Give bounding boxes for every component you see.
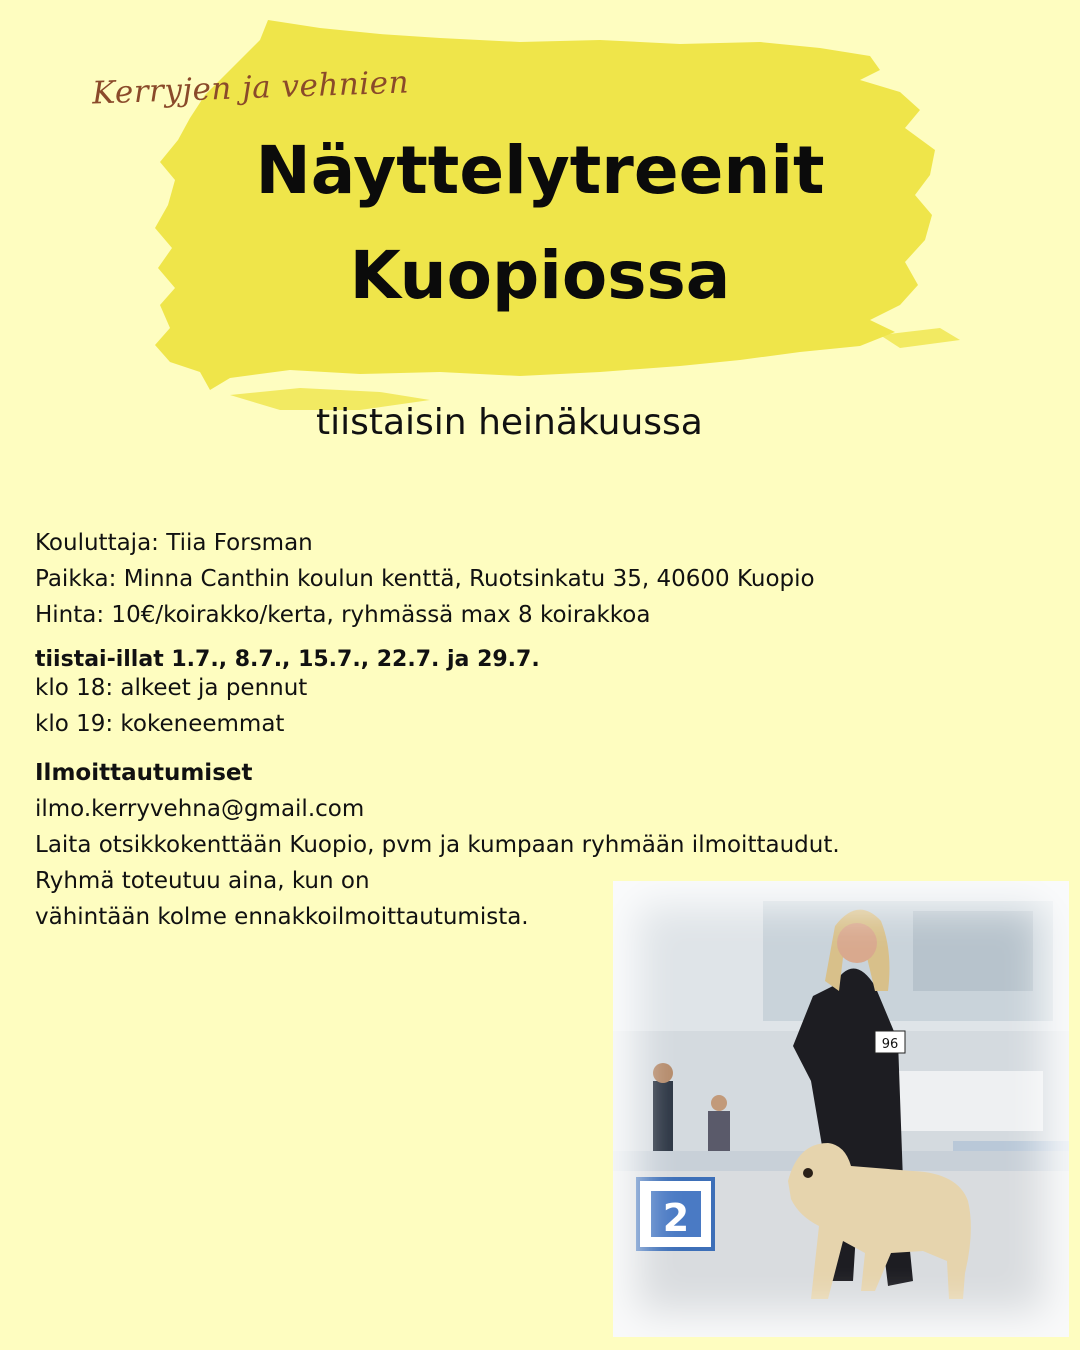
- registration-instruction: Laita otsikkokenttään Kuopio, pvm ja kumpaan ryhmään ilmoittaudut.: [35, 832, 840, 858]
- subtitle: tiistaisin heinäkuussa: [316, 402, 703, 443]
- page-title-line1: Näyttelytreenit: [255, 132, 825, 209]
- bib-number: 96: [881, 1037, 899, 1052]
- schedule-slot-2: klo 19: kokeneemmat: [35, 711, 285, 737]
- schedule-dates: tiistai-illat 1.7., 8.7., 15.7., 22.7. ja 29.7.: [35, 647, 540, 672]
- script-heading: Kerryjen ja vehnien: [91, 64, 410, 112]
- price-text: Hinta: 10€/koirakko/kerta, ryhmässä max 8 koirakkoa: [35, 602, 651, 628]
- dog-show-photo: [613, 881, 1069, 1337]
- registration-note-line2: vähintään kolme ennakkoilmoittautumista.: [35, 904, 529, 930]
- registration-email[interactable]: ilmo.kerryvehna@gmail.com: [35, 796, 365, 822]
- registration-heading: Ilmoittautumiset: [35, 760, 253, 786]
- trainer-text: Kouluttaja: Tiia Forsman: [35, 530, 313, 556]
- ring-number: 2: [662, 1196, 690, 1240]
- schedule-slot-1: klo 18: alkeet ja pennut: [35, 675, 308, 701]
- page-title-line2: Kuopiossa: [349, 237, 731, 314]
- yellow-brush-stroke: [0, 0, 1080, 460]
- place-text: Paikka: Minna Canthin koulun kenttä, Ruotsinkatu 35, 40600 Kuopio: [35, 566, 815, 592]
- registration-note-line1: Ryhmä toteutuu aina, kun on: [35, 868, 370, 894]
